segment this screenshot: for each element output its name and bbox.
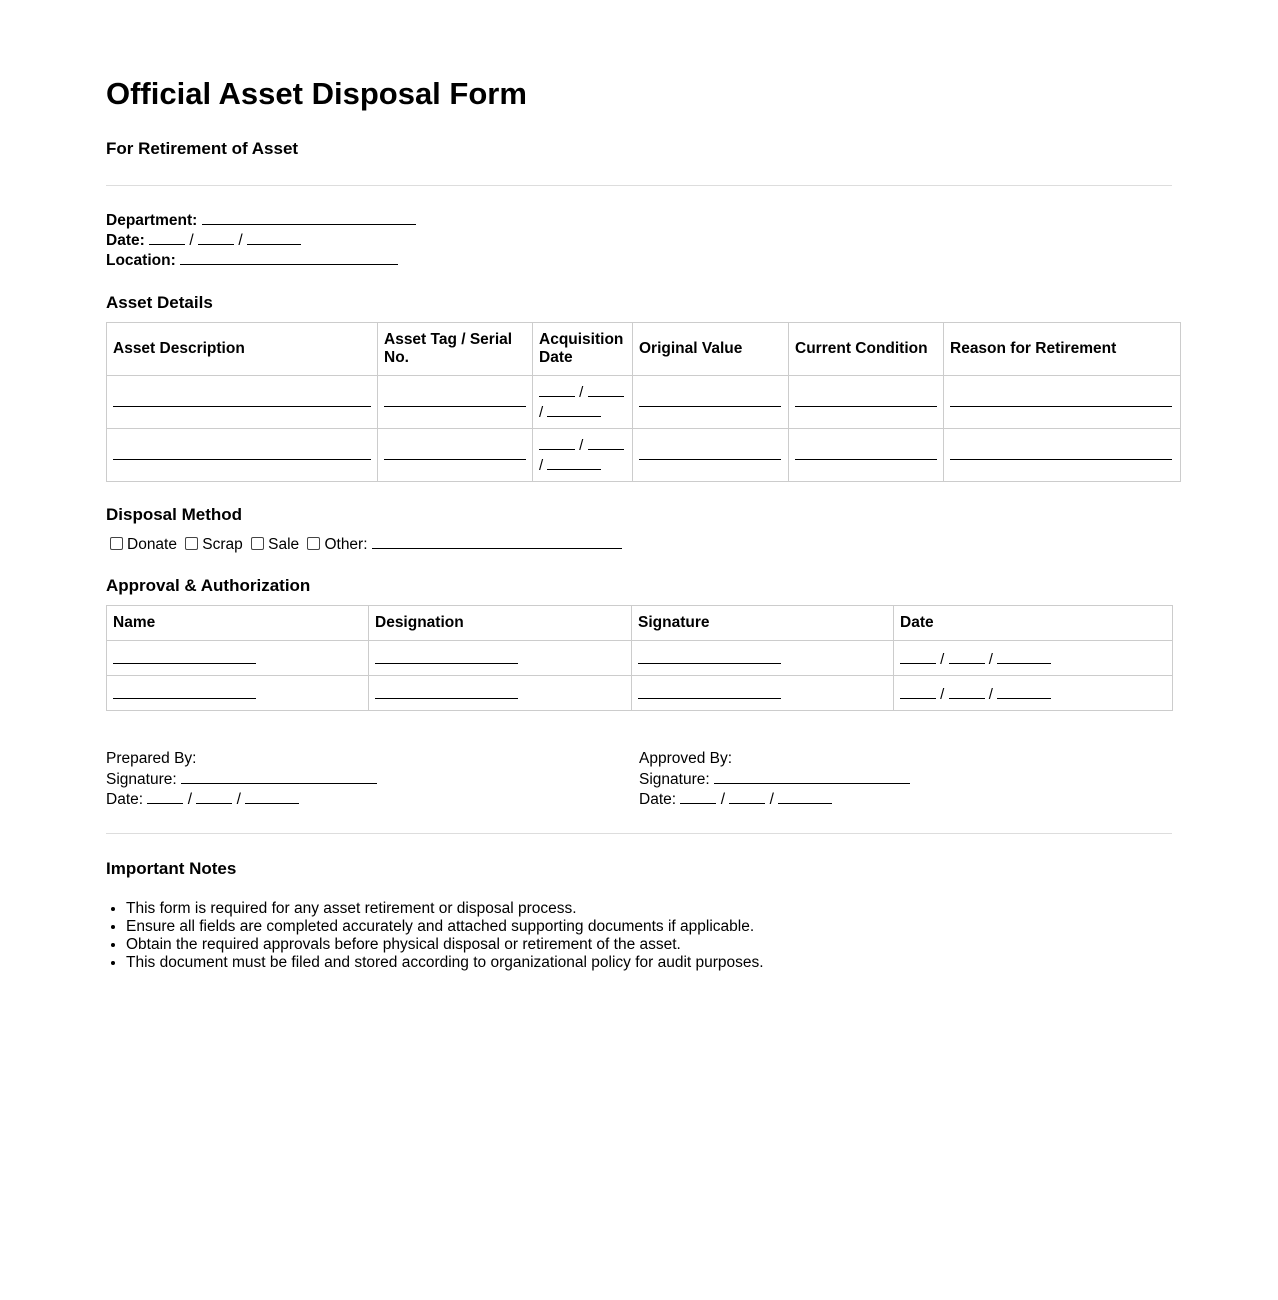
approved-year-input[interactable] bbox=[778, 789, 832, 804]
date-separator: / bbox=[940, 685, 945, 703]
department-label: Department: bbox=[106, 212, 198, 229]
table-cell bbox=[894, 676, 1173, 711]
date-separator: / bbox=[238, 232, 243, 249]
approved-day-input[interactable] bbox=[729, 789, 765, 804]
original-value-input[interactable] bbox=[639, 445, 781, 460]
approver-signature-input[interactable] bbox=[638, 684, 781, 699]
table-cell bbox=[107, 676, 369, 711]
page-title: Official Asset Disposal Form bbox=[106, 76, 527, 111]
approved-by-label: Approved By: bbox=[639, 750, 733, 767]
signature-section bbox=[106, 749, 1172, 809]
table-cell bbox=[944, 376, 1181, 429]
column-header: Signature bbox=[632, 606, 894, 641]
date-separator: / bbox=[579, 384, 584, 401]
other-checkbox[interactable] bbox=[307, 537, 320, 550]
date-row bbox=[639, 789, 1172, 809]
list-item: • This form is required for any asset retirement or disposal process. bbox=[126, 900, 1172, 918]
table-cell bbox=[633, 376, 789, 429]
table-cell bbox=[789, 376, 944, 429]
notes-list bbox=[106, 900, 1172, 972]
date-separator: / bbox=[539, 404, 544, 421]
donate-label: Donate bbox=[127, 536, 177, 553]
approver-name-input[interactable] bbox=[113, 649, 256, 664]
list-item: • Obtain the required approvals before physical disposal or retirement of the asset. bbox=[126, 936, 1172, 954]
date-separator: / bbox=[539, 457, 544, 474]
current-condition-input[interactable] bbox=[795, 445, 937, 460]
asset-details-table bbox=[106, 322, 1181, 482]
table-cell bbox=[533, 429, 633, 482]
table-cell bbox=[107, 641, 369, 676]
approval-day-input[interactable] bbox=[949, 684, 985, 699]
prepared-month-input[interactable] bbox=[147, 789, 183, 804]
approver-signature-input[interactable] bbox=[638, 649, 781, 664]
sale-checkbox[interactable] bbox=[251, 537, 264, 550]
location-label: Location: bbox=[106, 252, 176, 269]
table-cell bbox=[789, 429, 944, 482]
other-input[interactable] bbox=[372, 534, 622, 549]
date-separator: / bbox=[988, 650, 993, 668]
table-row bbox=[107, 376, 1181, 429]
table-cell bbox=[894, 641, 1173, 676]
table-cell bbox=[369, 641, 632, 676]
approver-designation-input[interactable] bbox=[375, 684, 518, 699]
disposal-method-heading: Disposal Method bbox=[106, 505, 243, 524]
date-separator: / bbox=[579, 437, 584, 454]
asset-tag-input[interactable] bbox=[384, 445, 526, 460]
column-header: Reason for Retirement bbox=[944, 323, 1181, 376]
table-cell bbox=[632, 641, 894, 676]
signature-label: Signature: bbox=[639, 771, 710, 788]
disposal-options bbox=[106, 534, 1172, 555]
prepared-signature-input[interactable] bbox=[181, 769, 377, 784]
signature-row bbox=[106, 769, 639, 789]
table-row bbox=[107, 641, 1173, 676]
date-separator: / bbox=[236, 791, 241, 808]
original-value-input[interactable] bbox=[639, 392, 781, 407]
location-input[interactable] bbox=[180, 250, 398, 265]
approval-heading: Approval & Authorization bbox=[106, 576, 311, 595]
divider bbox=[106, 185, 1172, 186]
header-fields bbox=[106, 210, 1172, 270]
table-cell bbox=[944, 429, 1181, 482]
column-header: Asset Tag / Serial No. bbox=[378, 323, 533, 376]
table-cell bbox=[378, 429, 533, 482]
approval-month-input[interactable] bbox=[900, 684, 936, 699]
date-separator: / bbox=[988, 685, 993, 703]
approval-year-input[interactable] bbox=[997, 684, 1051, 699]
approver-designation-input[interactable] bbox=[375, 649, 518, 664]
table-cell bbox=[369, 676, 632, 711]
date-separator: / bbox=[189, 232, 194, 249]
acq-day-input[interactable] bbox=[588, 382, 624, 397]
date-day-input[interactable] bbox=[198, 230, 234, 245]
column-header: Designation bbox=[369, 606, 632, 641]
department-input[interactable] bbox=[202, 210, 416, 225]
column-header: Current Condition bbox=[789, 323, 944, 376]
scrap-checkbox[interactable] bbox=[185, 537, 198, 550]
donate-checkbox[interactable] bbox=[110, 537, 123, 550]
approved-by-block bbox=[639, 749, 1172, 809]
approved-signature-input[interactable] bbox=[714, 769, 910, 784]
date-month-input[interactable] bbox=[149, 230, 185, 245]
date-label: Date: bbox=[639, 791, 677, 808]
signature-label: Signature: bbox=[106, 771, 177, 788]
column-header: Acquisition Date bbox=[533, 323, 633, 376]
approver-name-input[interactable] bbox=[113, 684, 256, 699]
table-row bbox=[107, 429, 1181, 482]
approval-month-input[interactable] bbox=[900, 649, 936, 664]
approved-month-input[interactable] bbox=[680, 789, 716, 804]
reason-input[interactable] bbox=[950, 392, 1172, 407]
table-cell bbox=[378, 376, 533, 429]
date-row bbox=[106, 230, 1172, 250]
other-label: Other: bbox=[324, 536, 368, 553]
table-row bbox=[107, 676, 1173, 711]
date-separator: / bbox=[940, 650, 945, 668]
asset-details-heading: Asset Details bbox=[106, 293, 213, 312]
page-subtitle: For Retirement of Asset bbox=[106, 139, 299, 158]
date-label: Date: bbox=[106, 791, 144, 808]
table-header-row bbox=[107, 323, 1181, 376]
signature-row bbox=[639, 769, 1172, 789]
asset-description-input[interactable] bbox=[113, 392, 371, 407]
column-header: Name bbox=[107, 606, 369, 641]
date-label: Date: bbox=[106, 232, 145, 249]
approval-year-input[interactable] bbox=[997, 649, 1051, 664]
approval-day-input[interactable] bbox=[949, 649, 985, 664]
column-header: Date bbox=[894, 606, 1173, 641]
prepared-year-input[interactable] bbox=[245, 789, 299, 804]
date-separator: / bbox=[720, 791, 725, 808]
date-row bbox=[106, 789, 639, 809]
current-condition-input[interactable] bbox=[795, 392, 937, 407]
prepared-by-label: Prepared By: bbox=[106, 750, 197, 767]
reason-input[interactable] bbox=[950, 445, 1172, 460]
acq-year-input[interactable] bbox=[547, 402, 601, 417]
table-cell bbox=[632, 676, 894, 711]
department-row bbox=[106, 210, 1172, 230]
date-separator: / bbox=[769, 791, 774, 808]
date-year-input[interactable] bbox=[247, 230, 301, 245]
approval-table bbox=[106, 605, 1173, 711]
prepared-by-block bbox=[106, 749, 639, 809]
important-notes-heading: Important Notes bbox=[106, 859, 237, 878]
acq-month-input[interactable] bbox=[539, 435, 575, 450]
table-cell bbox=[633, 429, 789, 482]
date-separator: / bbox=[187, 791, 192, 808]
table-cell bbox=[107, 376, 378, 429]
table-cell bbox=[533, 376, 633, 429]
table-header-row bbox=[107, 606, 1173, 641]
sale-label: Sale bbox=[268, 536, 300, 553]
asset-description-input[interactable] bbox=[113, 445, 371, 460]
table-cell bbox=[107, 429, 378, 482]
prepared-day-input[interactable] bbox=[196, 789, 232, 804]
scrap-label: Scrap bbox=[202, 536, 243, 553]
location-row bbox=[106, 250, 1172, 270]
column-header: Asset Description bbox=[107, 323, 378, 376]
acq-day-input[interactable] bbox=[588, 435, 624, 450]
list-item: • Ensure all fields are completed accurately and attached supporting documents if applicable. bbox=[126, 918, 1172, 936]
divider bbox=[106, 833, 1172, 834]
acq-year-input[interactable] bbox=[547, 455, 601, 470]
asset-tag-input[interactable] bbox=[384, 392, 526, 407]
list-item: • This document must be filed and stored according to organizational policy for audit purposes. bbox=[126, 954, 1172, 972]
column-header: Original Value bbox=[633, 323, 789, 376]
acq-month-input[interactable] bbox=[539, 382, 575, 397]
